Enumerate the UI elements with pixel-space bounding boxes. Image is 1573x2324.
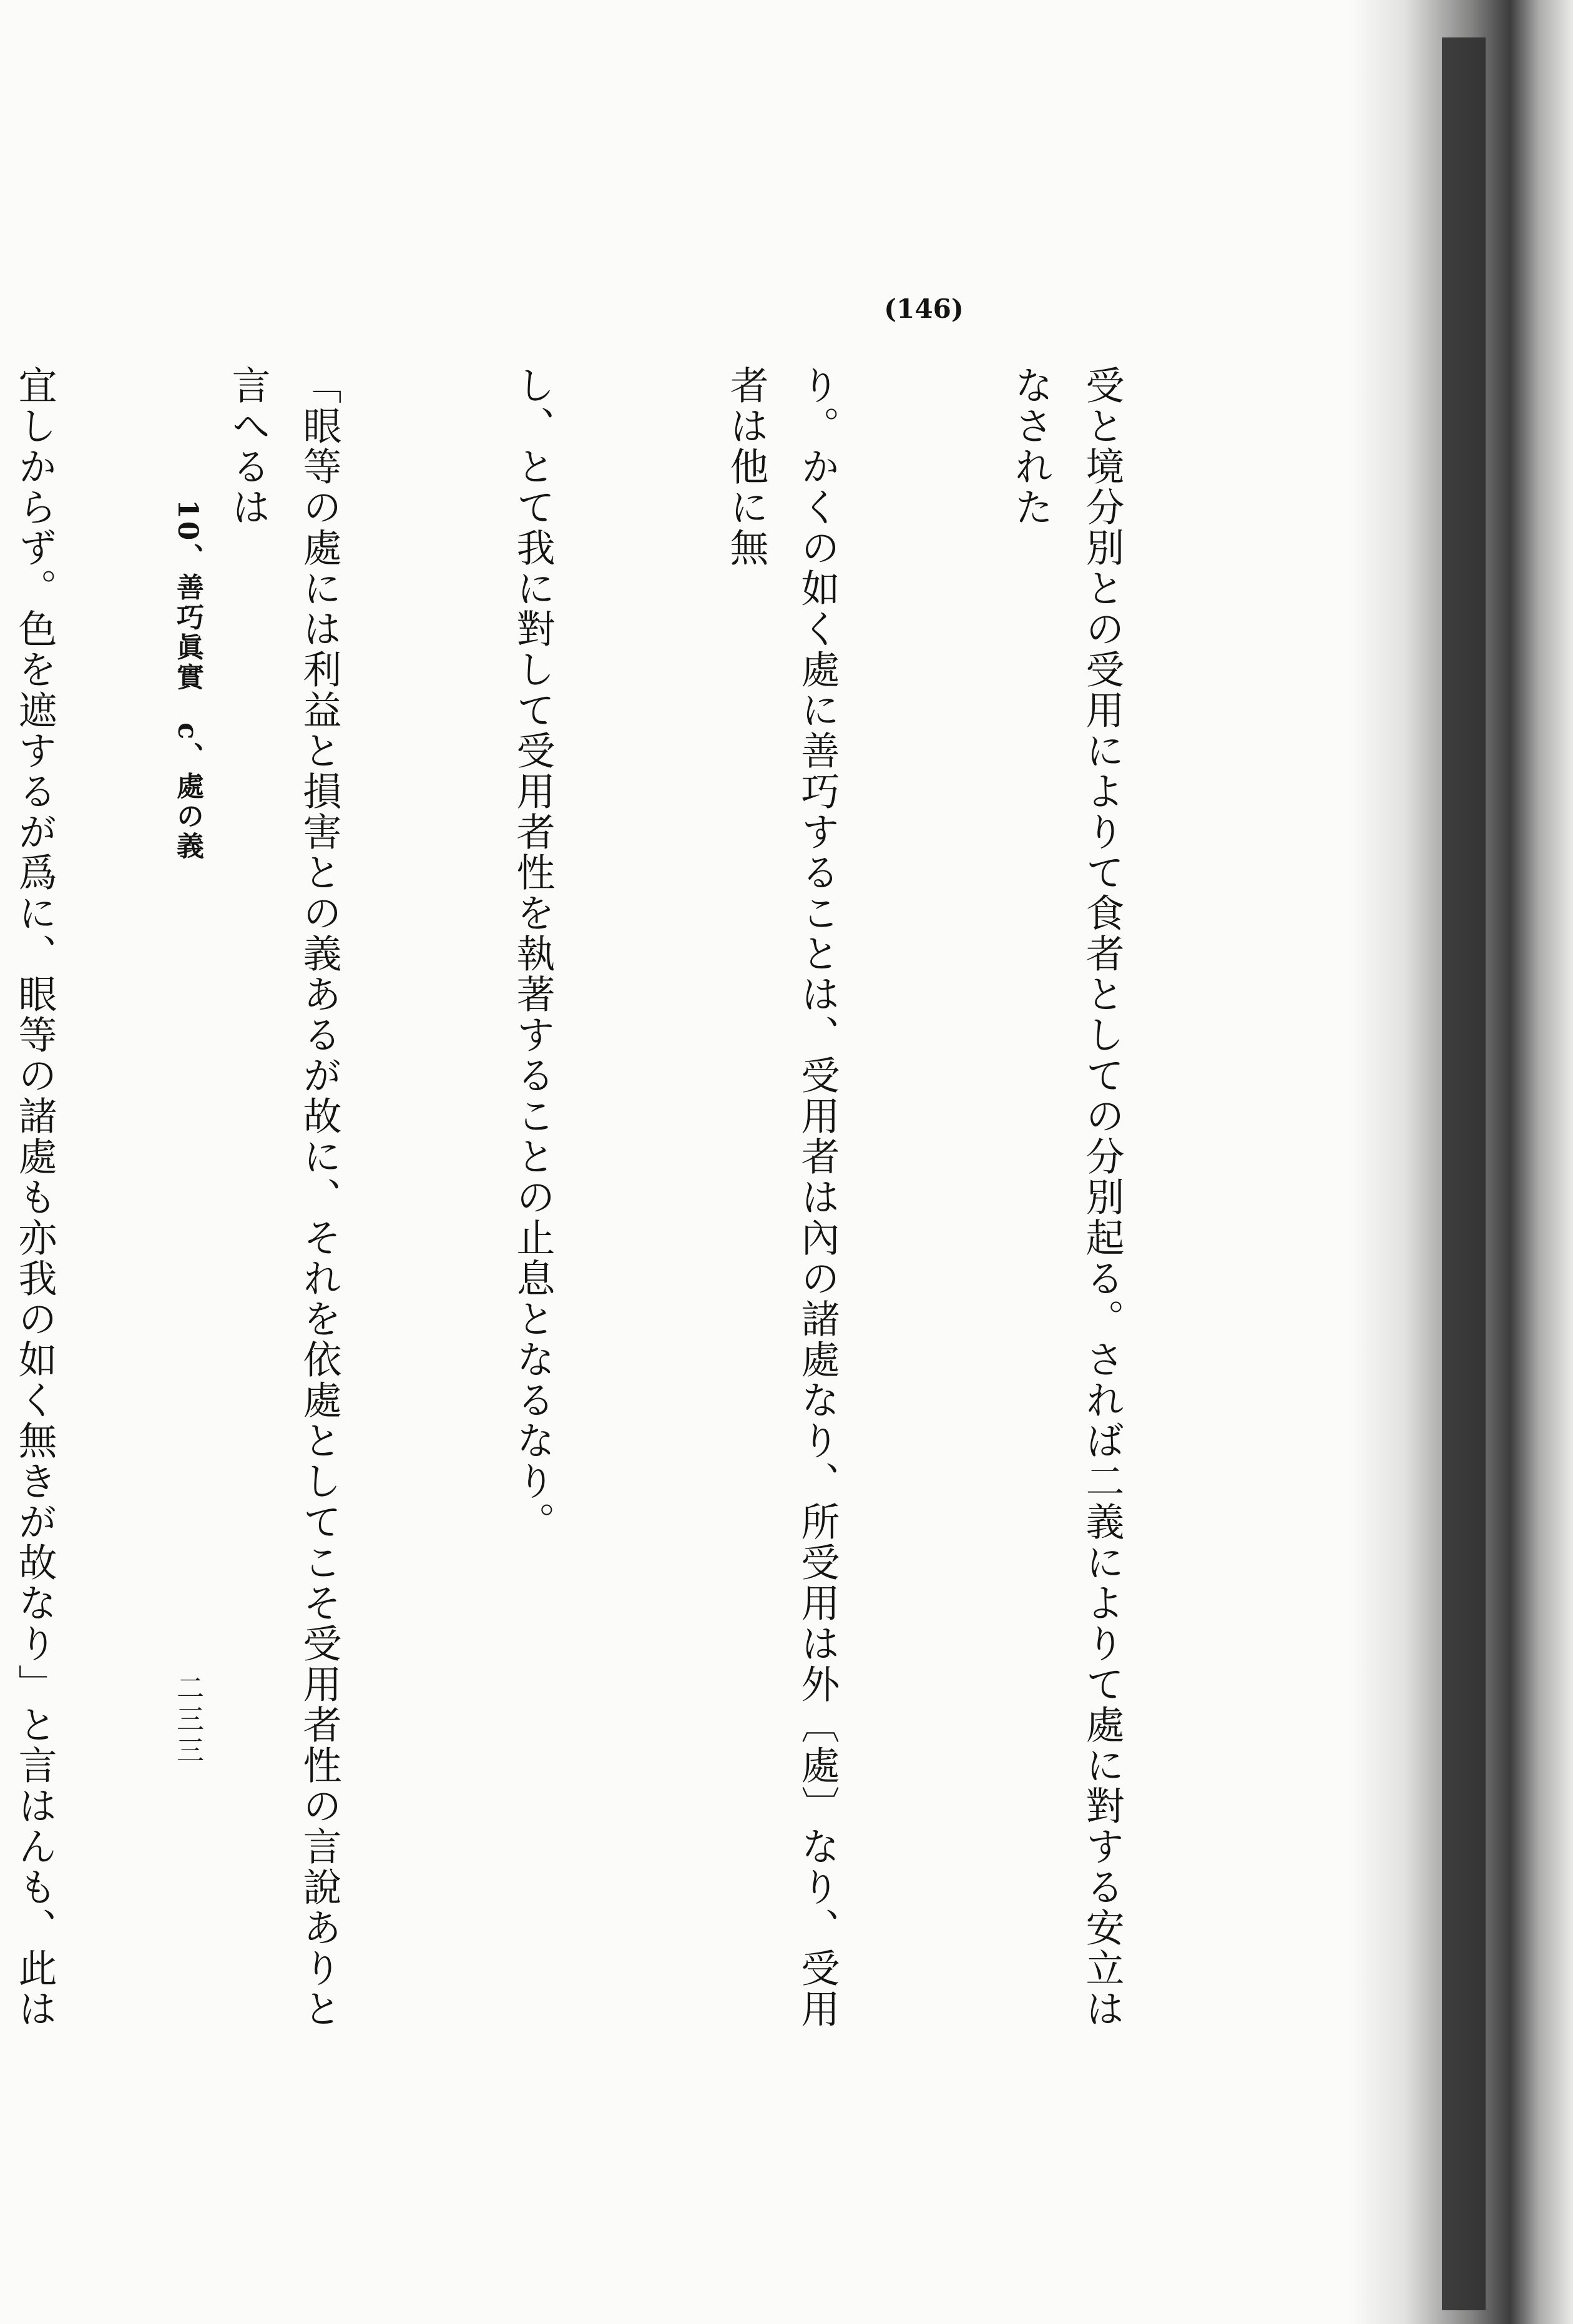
- binding-edge: [1442, 37, 1486, 2310]
- page-number: (146): [884, 293, 964, 324]
- text-line: し、とて我に對して受用者性を執著することの止息となるなり。: [510, 365, 556, 1542]
- text-line: り。かくの如く處に善巧することは、受用者は內の諸處なり、所受用は外〔處〕なり、受用者は他に無: [723, 365, 840, 2029]
- folio-number: 二三三: [172, 1673, 203, 1767]
- text-line: 「眼等の處には利益と損害との義あるが故に、それを依處としてこそ受用者性の言說ありと言へるは: [225, 365, 342, 2029]
- text-line: 受と境分別との受用によりて食者としての分別起る。されば二義によりて處に對する安立はなされた: [1008, 365, 1125, 2029]
- text-line: 宜しからず。色を遮するが爲に、眼等の諸處も亦我の如く無きが故なり」と言はんも、此は: [12, 365, 57, 2029]
- running-head: 10、善巧眞實 c、處の義: [172, 500, 203, 862]
